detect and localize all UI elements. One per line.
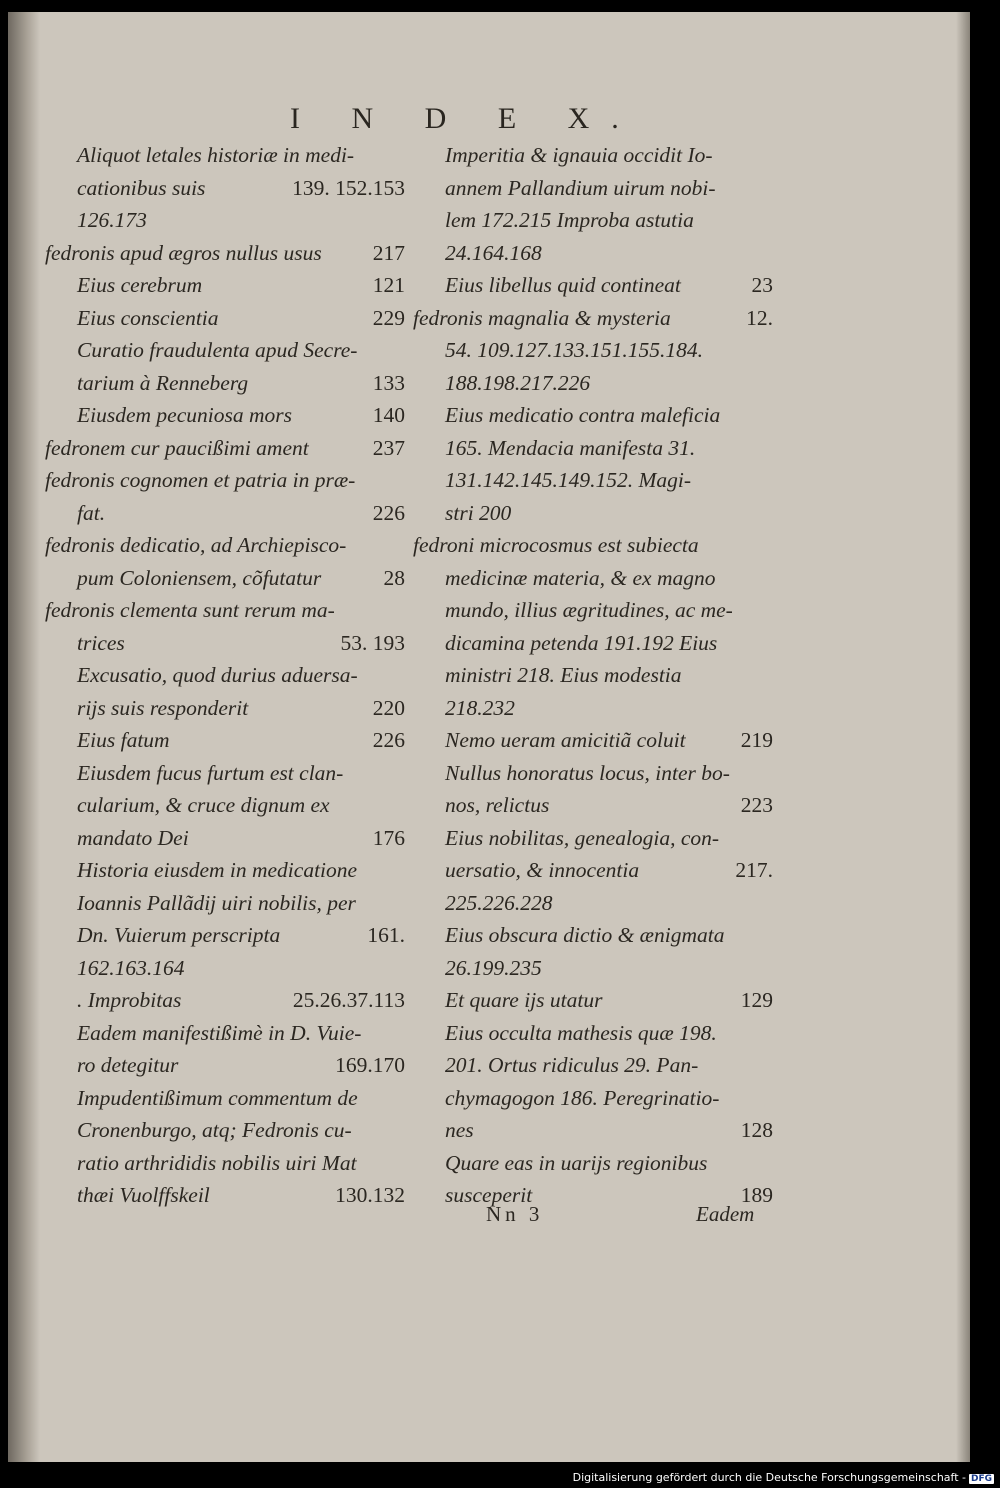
index-entry-line xyxy=(45,1082,405,1115)
entry-text: mandato Dei xyxy=(77,825,189,850)
page-reference: 189 xyxy=(740,1183,773,1207)
index-entry-line xyxy=(45,562,405,595)
entry-text: Et quare ijs utatur xyxy=(445,988,603,1012)
index-entry-line xyxy=(413,627,773,660)
entry-text: fedronem cur paucißimi ament xyxy=(45,435,309,460)
index-entry-line xyxy=(45,497,405,530)
entry-text: Cronenburgo, atq; Fedronis cu- xyxy=(77,1118,352,1142)
index-entry-line xyxy=(45,887,405,920)
entry-text: fedroni microcosmus est subiecta xyxy=(413,533,699,557)
page-reference: 133 xyxy=(372,370,405,395)
entry-text: 131.142.145.149.152. Magi- xyxy=(445,468,692,492)
index-entry-line xyxy=(413,1049,773,1082)
entry-text: 225.226.228 xyxy=(445,890,553,915)
index-entry-line xyxy=(45,594,405,627)
page-reference: 219 xyxy=(740,728,773,752)
entry-text: 24.164.168 xyxy=(445,240,542,265)
index-entry-line xyxy=(413,367,773,400)
page-reference: 12. xyxy=(746,305,773,330)
index-entry-line xyxy=(45,302,405,335)
entry-text: Eius cerebrum xyxy=(77,273,203,297)
entry-text: 218.232 xyxy=(445,695,515,720)
index-entry-line xyxy=(45,367,405,400)
entry-text: Nullus honoratus locus, inter bo- xyxy=(445,760,730,785)
entry-text: Quare eas in uarijs regionibus xyxy=(445,1150,708,1175)
page-reference: 237 xyxy=(372,435,405,460)
entry-text: ratio arthrididis nobilis uiri Mat xyxy=(77,1150,357,1175)
entry-text: fat. xyxy=(77,500,106,525)
entry-text: susceperit xyxy=(445,1183,533,1207)
page-reference: 53. 193 xyxy=(340,630,405,655)
index-entry-line xyxy=(45,1179,405,1212)
credit-text: Digitalisierung gefördert durch die Deutsche Forschungsgemeinschaft - xyxy=(572,1471,966,1484)
index-entry-line xyxy=(413,789,773,822)
index-entry-line xyxy=(413,757,773,790)
page-reference: 128 xyxy=(740,1118,773,1142)
index-entry-line xyxy=(413,334,773,367)
index-entry-line xyxy=(45,659,405,692)
index-entry-line xyxy=(45,627,405,660)
entry-text: trices xyxy=(77,630,125,655)
entry-text: 26.199.235 xyxy=(445,955,542,980)
entry-text: 162.163.164 xyxy=(77,955,185,980)
entry-text: Ioannis Pallãdij uiri nobilis, per xyxy=(77,890,356,915)
index-entry-line xyxy=(45,854,405,887)
index-entry-line xyxy=(45,789,405,822)
entry-text: thæi Vuolffskeil xyxy=(77,1183,210,1207)
index-column-left xyxy=(45,139,405,1212)
entry-text: Excusatio, quod durius aduersa- xyxy=(77,663,358,687)
page-reference: 220 xyxy=(372,695,405,720)
dfg-logo[interactable]: DFG xyxy=(970,1474,992,1484)
entry-text: Aliquot letales historiæ in medi- xyxy=(77,143,355,167)
page-reference: 140 xyxy=(372,403,405,427)
index-entry-line xyxy=(45,1147,405,1180)
entry-text: nos, relictus xyxy=(445,793,550,817)
entry-text: 54. 109.127.133.151.155.184. xyxy=(445,338,703,362)
index-entry-line xyxy=(413,854,773,887)
entry-text: . Improbitas xyxy=(77,988,182,1012)
index-entry-line xyxy=(413,919,773,952)
entry-text: mundo, illius ægritudines, ac me- xyxy=(445,598,733,622)
entry-text: dicamina petenda 191.192 Eius xyxy=(445,630,718,655)
index-entry-line xyxy=(413,1017,773,1050)
index-entry-line xyxy=(413,562,773,595)
index-entry-line xyxy=(413,692,773,725)
index-entry-line xyxy=(45,334,405,367)
book-page xyxy=(8,12,970,1462)
entry-text: Eiusdem fucus furtum est clan- xyxy=(77,760,344,785)
entry-text: fedronis clementa sunt rerum ma- xyxy=(45,598,335,622)
entry-text: Eius libellus quid contineat xyxy=(445,273,681,297)
index-entry-line xyxy=(413,952,773,985)
index-entry-line xyxy=(45,529,405,562)
entry-text: Dn. Vuierum perscripta xyxy=(77,923,281,947)
index-entry-line xyxy=(45,139,405,172)
index-entry-line xyxy=(45,1017,405,1050)
entry-text: stri 200 xyxy=(445,500,512,525)
entry-text: fedronis magnalia & mysteria xyxy=(413,305,671,330)
page-reference: 25.26.37.113 xyxy=(292,988,405,1012)
index-entry-line xyxy=(413,497,773,530)
entry-text: nes xyxy=(445,1118,474,1142)
entry-text: Eius fatum xyxy=(77,728,170,752)
page-reference: 229 xyxy=(372,305,405,330)
index-entry-line xyxy=(413,302,773,335)
index-entry-line xyxy=(45,172,405,205)
entry-text: fedronis dedicatio, ad Archiepisco- xyxy=(45,533,347,557)
entry-text: ministri 218. Eius modestia xyxy=(445,663,682,687)
entry-text: lem 172.215 Improba astutia xyxy=(445,208,694,232)
index-column-right xyxy=(413,139,773,1212)
page-reference: 176 xyxy=(372,825,405,850)
entry-text: Eius medicatio contra maleficia xyxy=(445,403,721,427)
entry-text: Eius conscientia xyxy=(77,305,219,330)
entry-text: tarium à Renneberg xyxy=(77,370,249,395)
page-reference: 139. 152.153 xyxy=(292,175,405,200)
entry-text: Eius obscura dictio & ænigmata xyxy=(445,923,725,947)
index-entry-line xyxy=(45,724,405,757)
index-entry-line xyxy=(413,139,773,172)
signature-mark: Nn 3 xyxy=(486,1202,544,1226)
index-entry-line xyxy=(45,952,405,985)
index-entry-line xyxy=(413,237,773,270)
entry-text: chymagogon 186. Peregrinatio- xyxy=(445,1085,720,1110)
entry-text: Impudentißimum commentum de xyxy=(77,1085,358,1110)
page-reference: 28 xyxy=(383,565,405,590)
page-reference: 226 xyxy=(372,728,405,752)
entry-text: cularium, & cruce dignum ex xyxy=(77,793,330,817)
index-entry-line xyxy=(413,887,773,920)
index-entry-line xyxy=(413,269,773,302)
entry-text: cationibus suis xyxy=(77,175,206,200)
entry-text: Eius nobilitas, genealogia, con- xyxy=(445,825,720,850)
entry-text: Historia eiusdem in medicatione xyxy=(77,858,358,882)
entry-text: Eadem manifestißimè in D. Vuie- xyxy=(77,1020,362,1045)
page-reference: 161. xyxy=(367,923,405,947)
entry-text: Curatio fraudulenta apud Secre- xyxy=(77,338,358,362)
page-reference: 23 xyxy=(751,273,773,297)
index-entry-line xyxy=(413,399,773,432)
page-reference: 130.132 xyxy=(335,1183,405,1207)
catchword: Eadem xyxy=(696,1202,755,1226)
entry-text: Eiusdem pecuniosa mors xyxy=(77,403,292,427)
entry-text: medicinæ materia, & ex magno xyxy=(445,565,716,590)
entry-text: rijs suis responderit xyxy=(77,695,249,720)
entry-text: 201. Ortus ridiculus 29. Pan- xyxy=(445,1053,699,1077)
page-reference: 217. xyxy=(735,858,773,882)
entry-text: Nemo ueram amicitiã coluit xyxy=(445,728,686,752)
index-entry-line xyxy=(413,1082,773,1115)
entry-text: pum Coloniensem, cõfutatur xyxy=(77,565,322,590)
page-reference: 129 xyxy=(740,988,773,1012)
index-entry-line xyxy=(413,1147,773,1180)
index-entry-line xyxy=(45,822,405,855)
index-entry-line xyxy=(413,432,773,465)
index-entry-line xyxy=(45,432,405,465)
index-entry-line xyxy=(413,204,773,237)
index-entry-line xyxy=(45,1049,405,1082)
entry-text: fedronis apud ægros nullus usus xyxy=(45,240,322,265)
entry-text: annem Pallandium uirum nobi- xyxy=(445,175,716,200)
digitization-credit xyxy=(573,1471,994,1484)
entry-text: fedronis cognomen et patria in præ- xyxy=(45,468,356,492)
index-entry-line xyxy=(45,757,405,790)
index-entry-line xyxy=(413,724,773,757)
index-entry-line xyxy=(45,919,405,952)
index-entry-line xyxy=(45,464,405,497)
index-entry-line xyxy=(45,237,405,270)
index-entry-line xyxy=(45,692,405,725)
index-entry-line xyxy=(413,464,773,497)
index-entry-line xyxy=(45,984,405,1017)
entry-text: Imperitia & ignauia occidit Io- xyxy=(445,143,713,167)
index-entry-line xyxy=(413,529,773,562)
page-reference: 226 xyxy=(372,500,405,525)
index-entry-line xyxy=(45,204,405,237)
index-entry-line xyxy=(45,269,405,302)
running-head: I N D E X. xyxy=(290,102,641,135)
entry-text: Eius occulta mathesis quæ 198. xyxy=(445,1020,717,1045)
entry-text: uersatio, & innocentia xyxy=(445,858,640,882)
page-reference: 217 xyxy=(372,240,405,265)
entry-text: 188.198.217.226 xyxy=(445,370,591,395)
entry-text: 165. Mendacia manifesta 31. xyxy=(445,435,696,460)
page-reference: 223 xyxy=(740,793,773,817)
index-entry-line xyxy=(45,399,405,432)
entry-text: 126.173 xyxy=(77,208,147,232)
page-reference: 169.170 xyxy=(335,1053,405,1077)
index-entry-line xyxy=(413,172,773,205)
index-entry-line xyxy=(413,984,773,1017)
entry-text: ro detegitur xyxy=(77,1053,179,1077)
page-reference: 121 xyxy=(372,273,405,297)
index-entry-line xyxy=(413,594,773,627)
index-entry-line xyxy=(413,659,773,692)
index-entry-line xyxy=(413,1114,773,1147)
index-entry-line xyxy=(413,822,773,855)
index-entry-line xyxy=(45,1114,405,1147)
